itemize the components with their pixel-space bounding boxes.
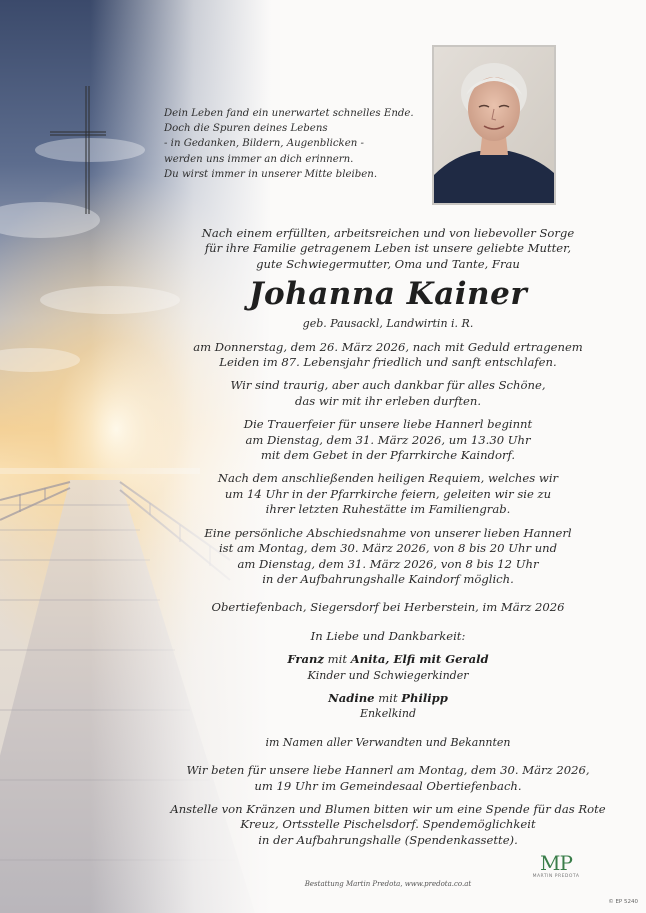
relatives-line: im Namen aller Verwandten und Bekannten xyxy=(265,735,511,749)
obituary-text xyxy=(140,226,636,848)
text-line: ist am Montag, dem 30. März 2026, von 8 bis 20 Uhr und xyxy=(218,541,558,556)
deceased-name: Johanna Kainer xyxy=(248,276,528,313)
grateful-paragraph xyxy=(140,378,636,409)
prayer-paragraph xyxy=(140,763,636,794)
farewell-paragraph xyxy=(140,526,636,588)
grandchild-role: Enkelkind xyxy=(359,707,417,721)
logo-brand: MARTIN PREDOTA xyxy=(532,874,580,879)
cross-icon xyxy=(48,86,108,216)
poem-line: werden uns immer an dich erinnern. xyxy=(164,153,354,165)
children-names xyxy=(140,652,636,667)
text-line: Nach einem erfüllten, arbeitsreichen und von liebevoller Sorge xyxy=(201,226,575,240)
portrait-photo xyxy=(432,45,556,205)
text-line: am Donnerstag, dem 26. März 2026, nach mit Geduld ertragenem xyxy=(193,339,583,354)
connector-text: mit xyxy=(323,652,351,667)
text-line: Wir beten für unsere liebe Hannerl am Montag, dem 30. März 2026, xyxy=(186,763,590,778)
poem-line: Du wirst immer in unserer Mitte bleiben. xyxy=(164,168,378,180)
text-line: gute Schwiegermutter, Oma und Tante, Frau xyxy=(256,256,520,271)
deceased-subtitle: geb. Pausackl, Landwirtin i. R. xyxy=(302,317,474,331)
mourner-name: Nadine xyxy=(328,690,375,705)
passing-paragraph xyxy=(140,340,636,371)
text-line: Anstelle von Kränzen und Blumen bitten wir um eine Spende für das Rote xyxy=(170,801,606,816)
text-line: um 19 Uhr im Gemeindesaal Obertiefenbach. xyxy=(254,778,522,793)
text-line: ihrer letzten Ruhestätte im Familiengrab. xyxy=(265,502,511,517)
donation-paragraph xyxy=(140,802,636,848)
text-line: für ihre Familie getragenem Leben ist unsere geliebte Mutter, xyxy=(204,241,572,256)
poem-line: Doch die Spuren deines Lebens xyxy=(164,123,328,135)
text-line: Wir sind traurig, aber auch dankbar für alles Schöne, xyxy=(230,378,546,393)
text-line: Die Trauerfeier für unsere liebe Hannerl beginnt xyxy=(243,417,533,432)
text-line: am Dienstag, dem 31. März 2026, um 13.30 Uhr xyxy=(245,432,531,447)
mourner-name: Franz xyxy=(287,652,324,667)
text-line: das wir mit ihr erleben durften. xyxy=(294,393,482,408)
connector-text: mit xyxy=(374,690,402,705)
document-code: © EP 5240 xyxy=(608,899,638,905)
grandchild-names xyxy=(140,691,636,706)
text-line: in der Aufbahrungshalle Kaindorf möglich. xyxy=(262,571,514,586)
poem-line: - in Gedanken, Bildern, Augenblicken - xyxy=(164,138,364,150)
funeral-home-footer: Bestattung Martin Predota, www.predota.co.at xyxy=(304,880,472,888)
text-line: am Dienstag, dem 31. März 2026, von 8 bis 12 Uhr xyxy=(237,556,539,571)
place-date: Obertiefenbach, Siegersdorf bei Herberstein, im März 2026 xyxy=(211,600,565,615)
text-line: mit dem Gebet in der Pfarrkirche Kaindorf. xyxy=(260,448,516,463)
poem-line: Dein Leben fand ein unerwartet schnelles Ende. xyxy=(164,108,414,119)
children-role: Kinder und Schwiegerkinder xyxy=(307,668,469,682)
mourner-name: Philipp xyxy=(401,690,448,705)
text-line: um 14 Uhr in der Pfarrkirche feiern, geleiten wir sie zu xyxy=(224,486,552,501)
text-line: Leiden im 87. Lebensjahr friedlich und sanft entschlafen. xyxy=(219,355,557,370)
intro-paragraph xyxy=(140,226,636,272)
funeral-home-logo xyxy=(531,852,581,886)
poem xyxy=(164,106,424,182)
logo-letters: MP xyxy=(540,851,572,875)
text-line: in der Aufbahrungshalle (Spendenkassette). xyxy=(258,832,518,847)
mourners-heading: In Liebe und Dankbarkeit: xyxy=(310,628,466,643)
text-line: Eine persönliche Abschiedsnahme von unserer lieben Hannerl xyxy=(204,525,572,540)
requiem-paragraph xyxy=(140,471,636,517)
ceremony-paragraph xyxy=(140,417,636,463)
text-line: Kreuz, Ortsstelle Pischelsdorf. Spendemöglichkeit xyxy=(240,817,536,832)
text-line: Nach dem anschließenden heiligen Requiem, welches wir xyxy=(217,471,559,486)
mourner-name: Anita, Elfi mit Gerald xyxy=(350,652,489,667)
